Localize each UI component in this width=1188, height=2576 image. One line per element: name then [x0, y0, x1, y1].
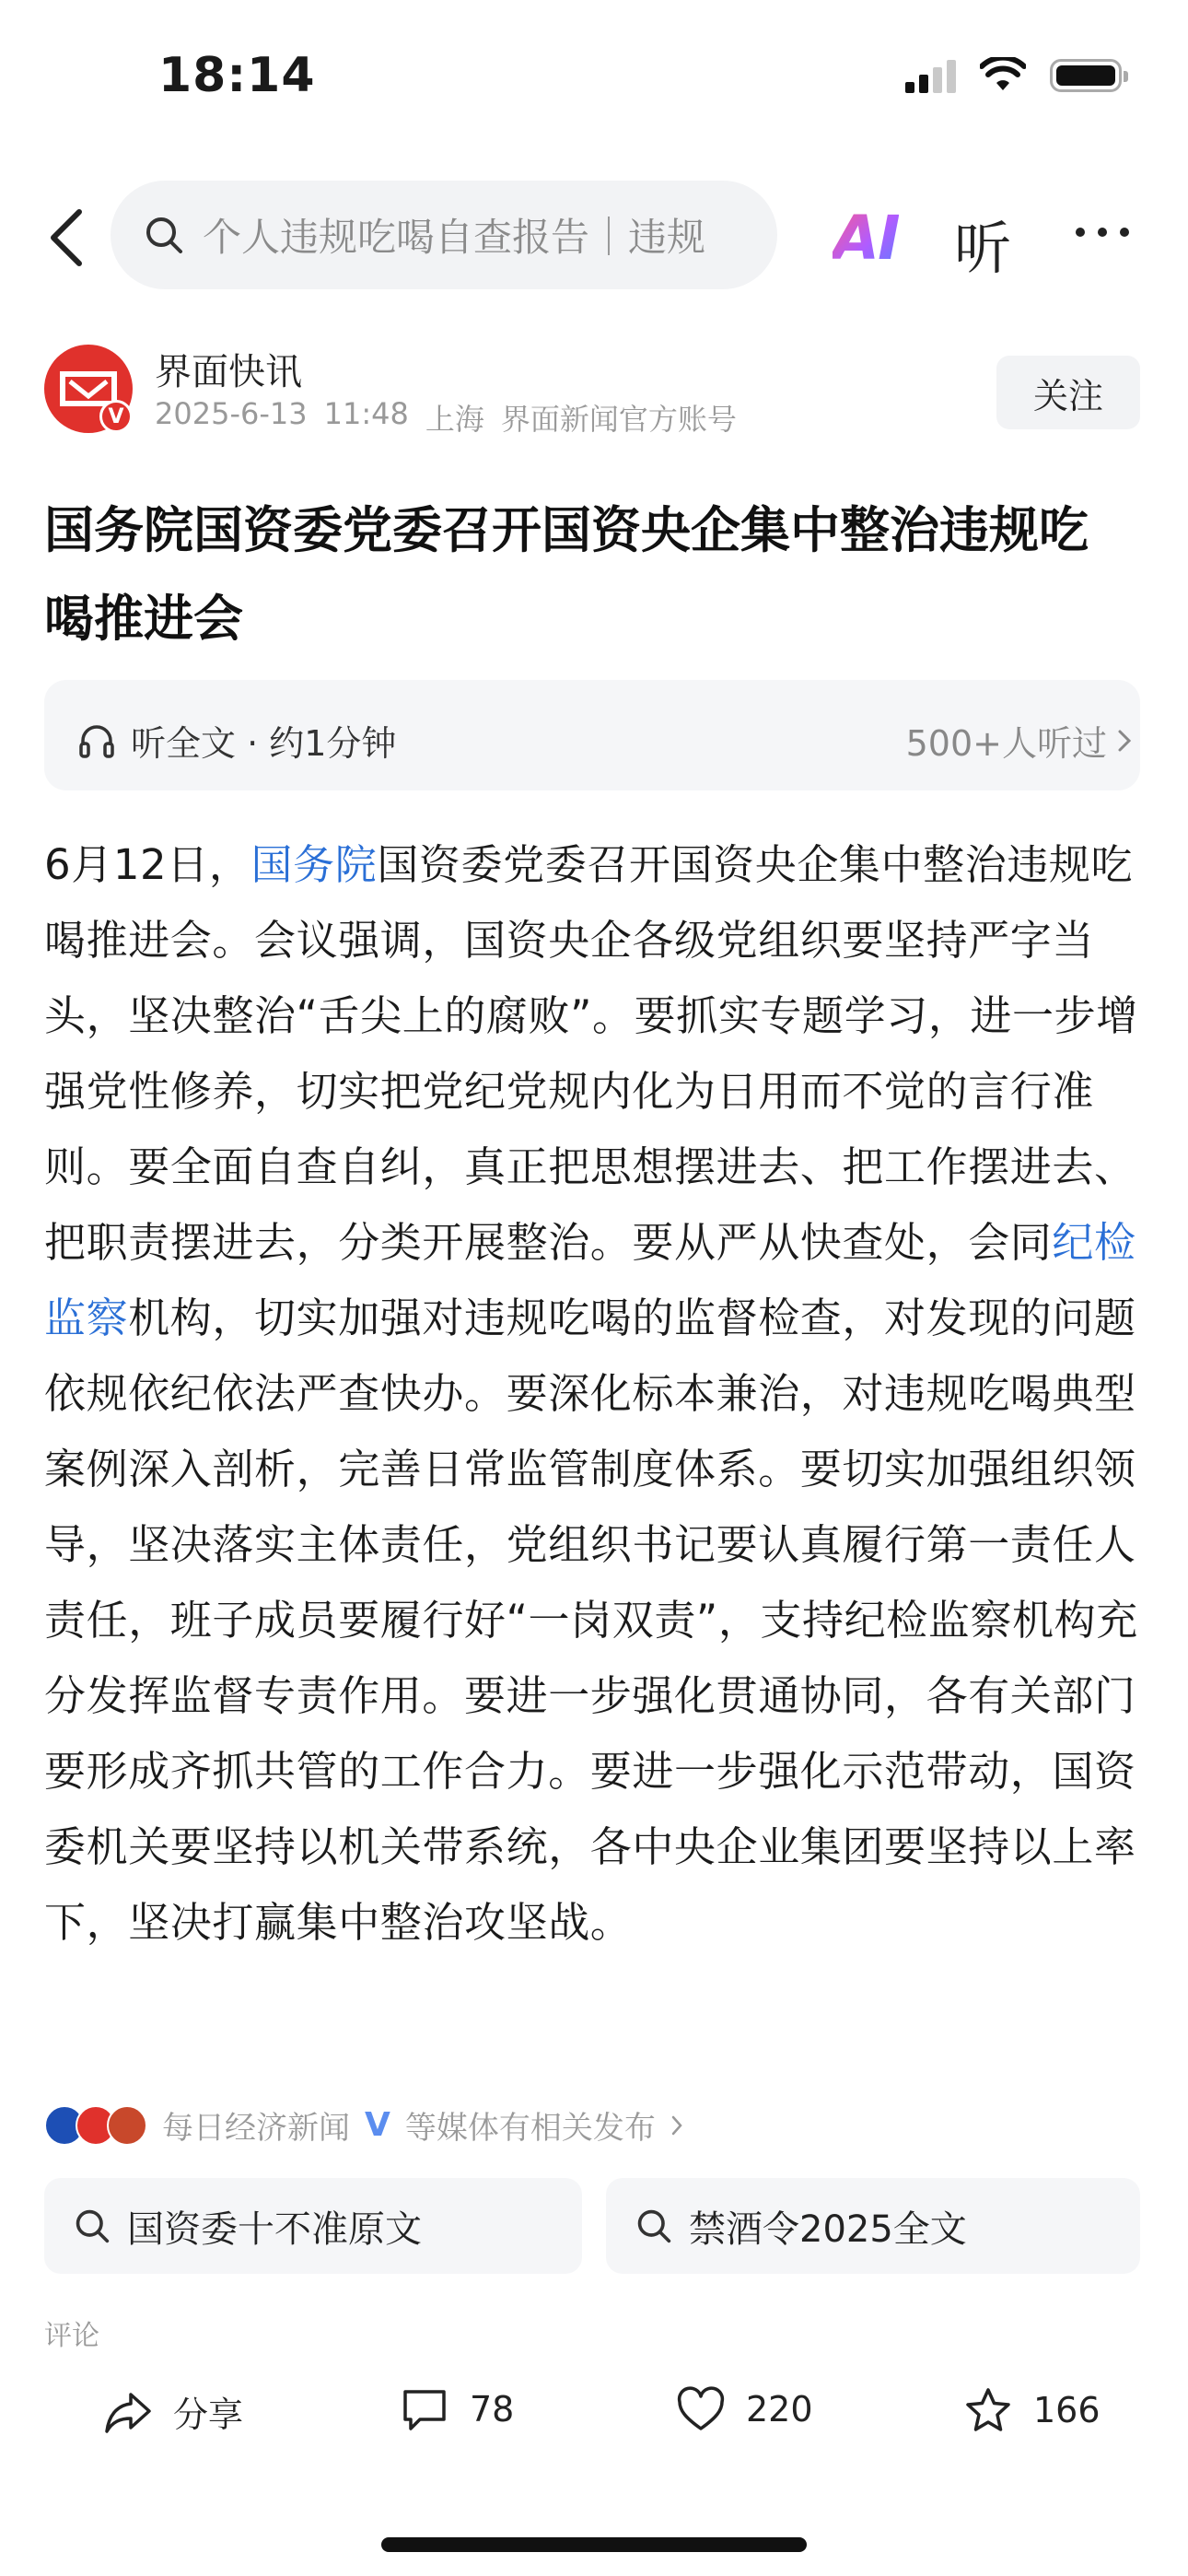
verified-v-icon: V [365, 2106, 390, 2144]
star-icon [963, 2386, 1013, 2434]
related-media-row[interactable] [44, 2102, 683, 2148]
comment-icon [400, 2386, 449, 2432]
listen-button[interactable]: 听 [954, 215, 1012, 282]
author-name[interactable]: 界面快讯 [155, 351, 302, 393]
publish-date: 2025-6-13 [155, 396, 308, 431]
search-bar[interactable] [111, 181, 777, 289]
media-source: 每日经济新闻 [162, 2110, 350, 2147]
chevron-left-icon [48, 208, 85, 267]
account-type: 界面新闻官方账号 [500, 402, 737, 437]
search-suggestion[interactable] [44, 2178, 582, 2274]
like-count: 220 [746, 2389, 813, 2430]
link-state-council[interactable]: 国务院 [250, 840, 378, 889]
link-discipline-inspection[interactable]: 纪检监察 [44, 1218, 1136, 1342]
media-suffix: 等媒体有相关发布 [404, 2110, 656, 2147]
more-options-icon[interactable] [1076, 214, 1129, 251]
chevron-right-icon [1116, 728, 1133, 754]
favorite-button[interactable] [963, 2386, 1101, 2434]
search-query-text: 个人违规吃喝自查报告｜违规 [203, 215, 706, 260]
status-time: 18:14 [158, 48, 316, 103]
verified-badge-icon: V [99, 400, 133, 433]
battery-icon [1050, 59, 1122, 92]
heart-icon [676, 2386, 726, 2432]
comments-section-label: 评论 [44, 2320, 99, 2352]
article-title: 国务院国资委党委召开国资央企集中整治违规吃喝推进会 [44, 501, 1089, 648]
comment-count: 78 [470, 2389, 515, 2430]
favorite-count: 166 [1033, 2390, 1101, 2430]
cellular-signal-icon [905, 58, 956, 93]
search-icon [74, 2207, 111, 2244]
back-button[interactable] [39, 201, 94, 275]
author-meta [155, 396, 737, 439]
wifi-icon [980, 57, 1026, 94]
comment-button[interactable] [400, 2386, 514, 2432]
publish-time: 11:48 [323, 396, 409, 431]
share-icon [103, 2389, 153, 2435]
listener-count-text: 500+人听过 [905, 723, 1107, 764]
publish-location: 上海 [425, 402, 484, 437]
listen-label: 听全文 · 约1分钟 [131, 723, 397, 764]
body-text: 国资委党委召开国资央企集中整治违规吃喝推进会。会议强调，国资央企各级党组织要坚持严字当头，坚决整治“舌尖上的腐败”。要抓实专题学习，进一步增强党性修养，切实把党纪党规内化为日用而不觉的言行准则。要全面自查自纠，真正把思想摆进去、把工作摆进去、把职责摆进去，分类开展整治。要从严从快查处，会同 [44, 840, 1138, 1267]
suggestion-text: 禁酒令2025全文 [689, 2207, 967, 2251]
ai-assistant-button[interactable]: AI [833, 203, 899, 274]
chevron-right-icon [670, 2114, 683, 2137]
body-text: 6月12日， [44, 840, 251, 889]
body-text: 机构，切实加强对违规吃喝的监督检查，对发现的问题依规依纪依法严查快办。要深化标本兼治，对违规吃喝典型案例深入剖析，完善日常监管制度体系。要切实加强组织领导，坚决落实主体责任，党组织书记要认真履行第一责任人责任，班子成员要履行好“一岗双责”，支持纪检监察机构充分发挥监督专责作用。要进一步强化贯通协同，各有关部门要形成齐抓共管的工作合力。要进一步强化示范带动，国资委机关要坚持以机关带系统，各中央企业集团要坚持以上率下，坚决打赢集中整治攻坚战。 [44, 1294, 1138, 1947]
search-icon [635, 2207, 672, 2244]
media-logo-icon [107, 2105, 147, 2146]
media-logos [44, 2105, 147, 2146]
search-icon [144, 215, 184, 255]
headphones-icon [77, 721, 116, 760]
article-body [44, 827, 1142, 1961]
like-button[interactable] [676, 2386, 813, 2432]
search-suggestion[interactable] [606, 2178, 1140, 2274]
follow-button[interactable]: 关注 [996, 356, 1140, 429]
listener-count[interactable] [906, 715, 1133, 766]
suggestion-text: 国资委十不准原文 [127, 2207, 422, 2251]
share-button[interactable] [103, 2386, 243, 2437]
listen-full-text[interactable] [77, 715, 396, 766]
status-icons [905, 57, 1122, 94]
share-label: 分享 [173, 2395, 244, 2435]
home-indicator [381, 2537, 807, 2552]
